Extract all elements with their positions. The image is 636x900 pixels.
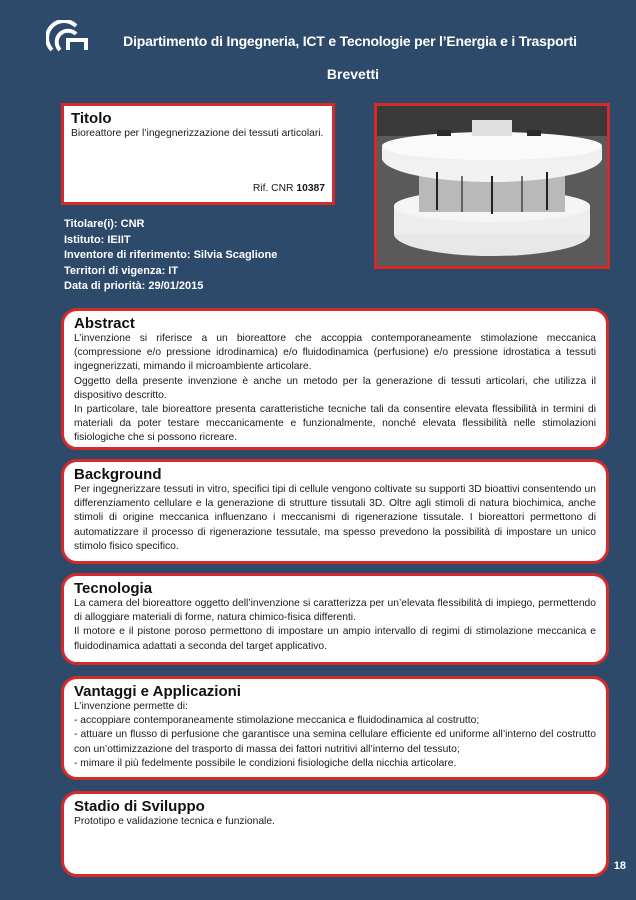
meta-data: Data di priorità: 29/01/2015 [64,280,204,292]
background-p1: Per ingegnerizzare tessuti in vitro, specifici tipi di cellule vengono coltivate su supporti 3D bioattivi consentendo un differenziamento cellulare e la generazione di strutture tissutali 3D. Oltre agli stimoli di natura biochimica, anche stimoli di origine meccanica influenzano i meccanismi di rigenerazione tissutale. I bioreattori permettono di automatizzare il processo di rigenerazione tessutale, ma spesso prevedono la possibilità di impostare un unico stimolo fisico specifico. [74,484,596,552]
vantaggi-item: - accoppiare contemporaneamente stimolazione meccanica e fluidodinamica al costrutto; [74,715,480,727]
tecnologia-box [61,573,609,665]
cnr-logo [46,20,90,56]
abstract-p3: In particolare, tale bioreattore presenta caratteristiche tecniche tali da consentire elevata flessibilità in termini di materiali da poter testare meccanicamente e funzionalmente, nonché elevata flessibilità nelle stimolazioni fisiologiche che si possono ricreare. [74,404,596,444]
tecnologia-heading: Tecnologia [74,580,153,597]
department-title: Dipartimento di Ingegneria, ICT e Tecnologie per l’Energia e i Trasporti [123,33,577,49]
meta-istituto: Istituto: IEIIT [64,233,131,246]
vantaggi-box [61,676,609,780]
page-number: 18 [613,860,626,872]
bioreactor-photo [374,103,610,269]
meta-titolare: Titolare(i): CNR [64,218,145,230]
titolo-text: Bioreattore per l’ingegnerizzazione dei tessuti articolari. [71,128,324,139]
meta-territori: Territori di vigenza: IT [64,264,179,277]
stadio-box [61,791,609,877]
reference [253,183,325,194]
abstract-p2: Oggetto della presente invenzione è anche un metodo per la generazione di tessuti articolari, che utilizza il dispositivo descritto. [74,375,596,401]
tecnologia-p2: Il motore e il pistone poroso permettono di impostare un ampio intervallo di regimi di stimolazione meccanica e fluidodinamica adattati a seconda del target applicativo. [74,626,596,652]
ref-label: Rif. CNR [252,183,294,194]
stadio-heading: Stadio di Sviluppo [74,798,205,815]
abstract-p1: L’invenzione si riferisce a un bioreattore che accoppia contemporaneamente stimolazione meccanica (compressione e/o pressione idrodinamica) e/o fluidodinamica (perfusione) e/o pressione idrostatica a tessuti ingegnerizzati, mimando il microambiente articolare. [74,333,596,373]
background-box [61,459,609,564]
vantaggi-item: - mimare il più fedelmente possibile le condizioni fisiologiche della nicchia articolare. [74,757,457,769]
meta-inventore: Inventore di riferimento: Silvia Scaglione [64,249,278,261]
vantaggi-intro: L’invenzione permette di: [74,701,188,712]
bioreactor-image [377,106,607,266]
vantaggi-heading: Vantaggi e Applicazioni [74,683,241,700]
patent-meta [64,217,277,295]
abstract-box [61,308,609,450]
abstract-heading: Abstract [74,315,135,332]
tecnologia-p1: La camera del bioreattore oggetto dell’invenzione si caratterizza per un’elevata flessibilità di impiego, permettendo di alloggiare materiali di forme, natura chimico-fisica differenti. [74,598,596,624]
titolo-heading: Titolo [71,110,112,127]
ref-number: 10387 [296,183,325,194]
stadio-p1: Prototipo e validazione tecnica e funzionale. [74,816,275,827]
vantaggi-item: - attuare un flusso di perfusione che garantisce una semina cellulare efficiente ed uniforme all’interno del costrutto con un’ottimizzazione del trasporto di massa dei fattori nutritivi all’interno del tessuto; [74,729,596,755]
background-heading: Background [74,466,162,483]
section-title: Brevetti [326,66,380,82]
titolo-box [61,103,335,205]
